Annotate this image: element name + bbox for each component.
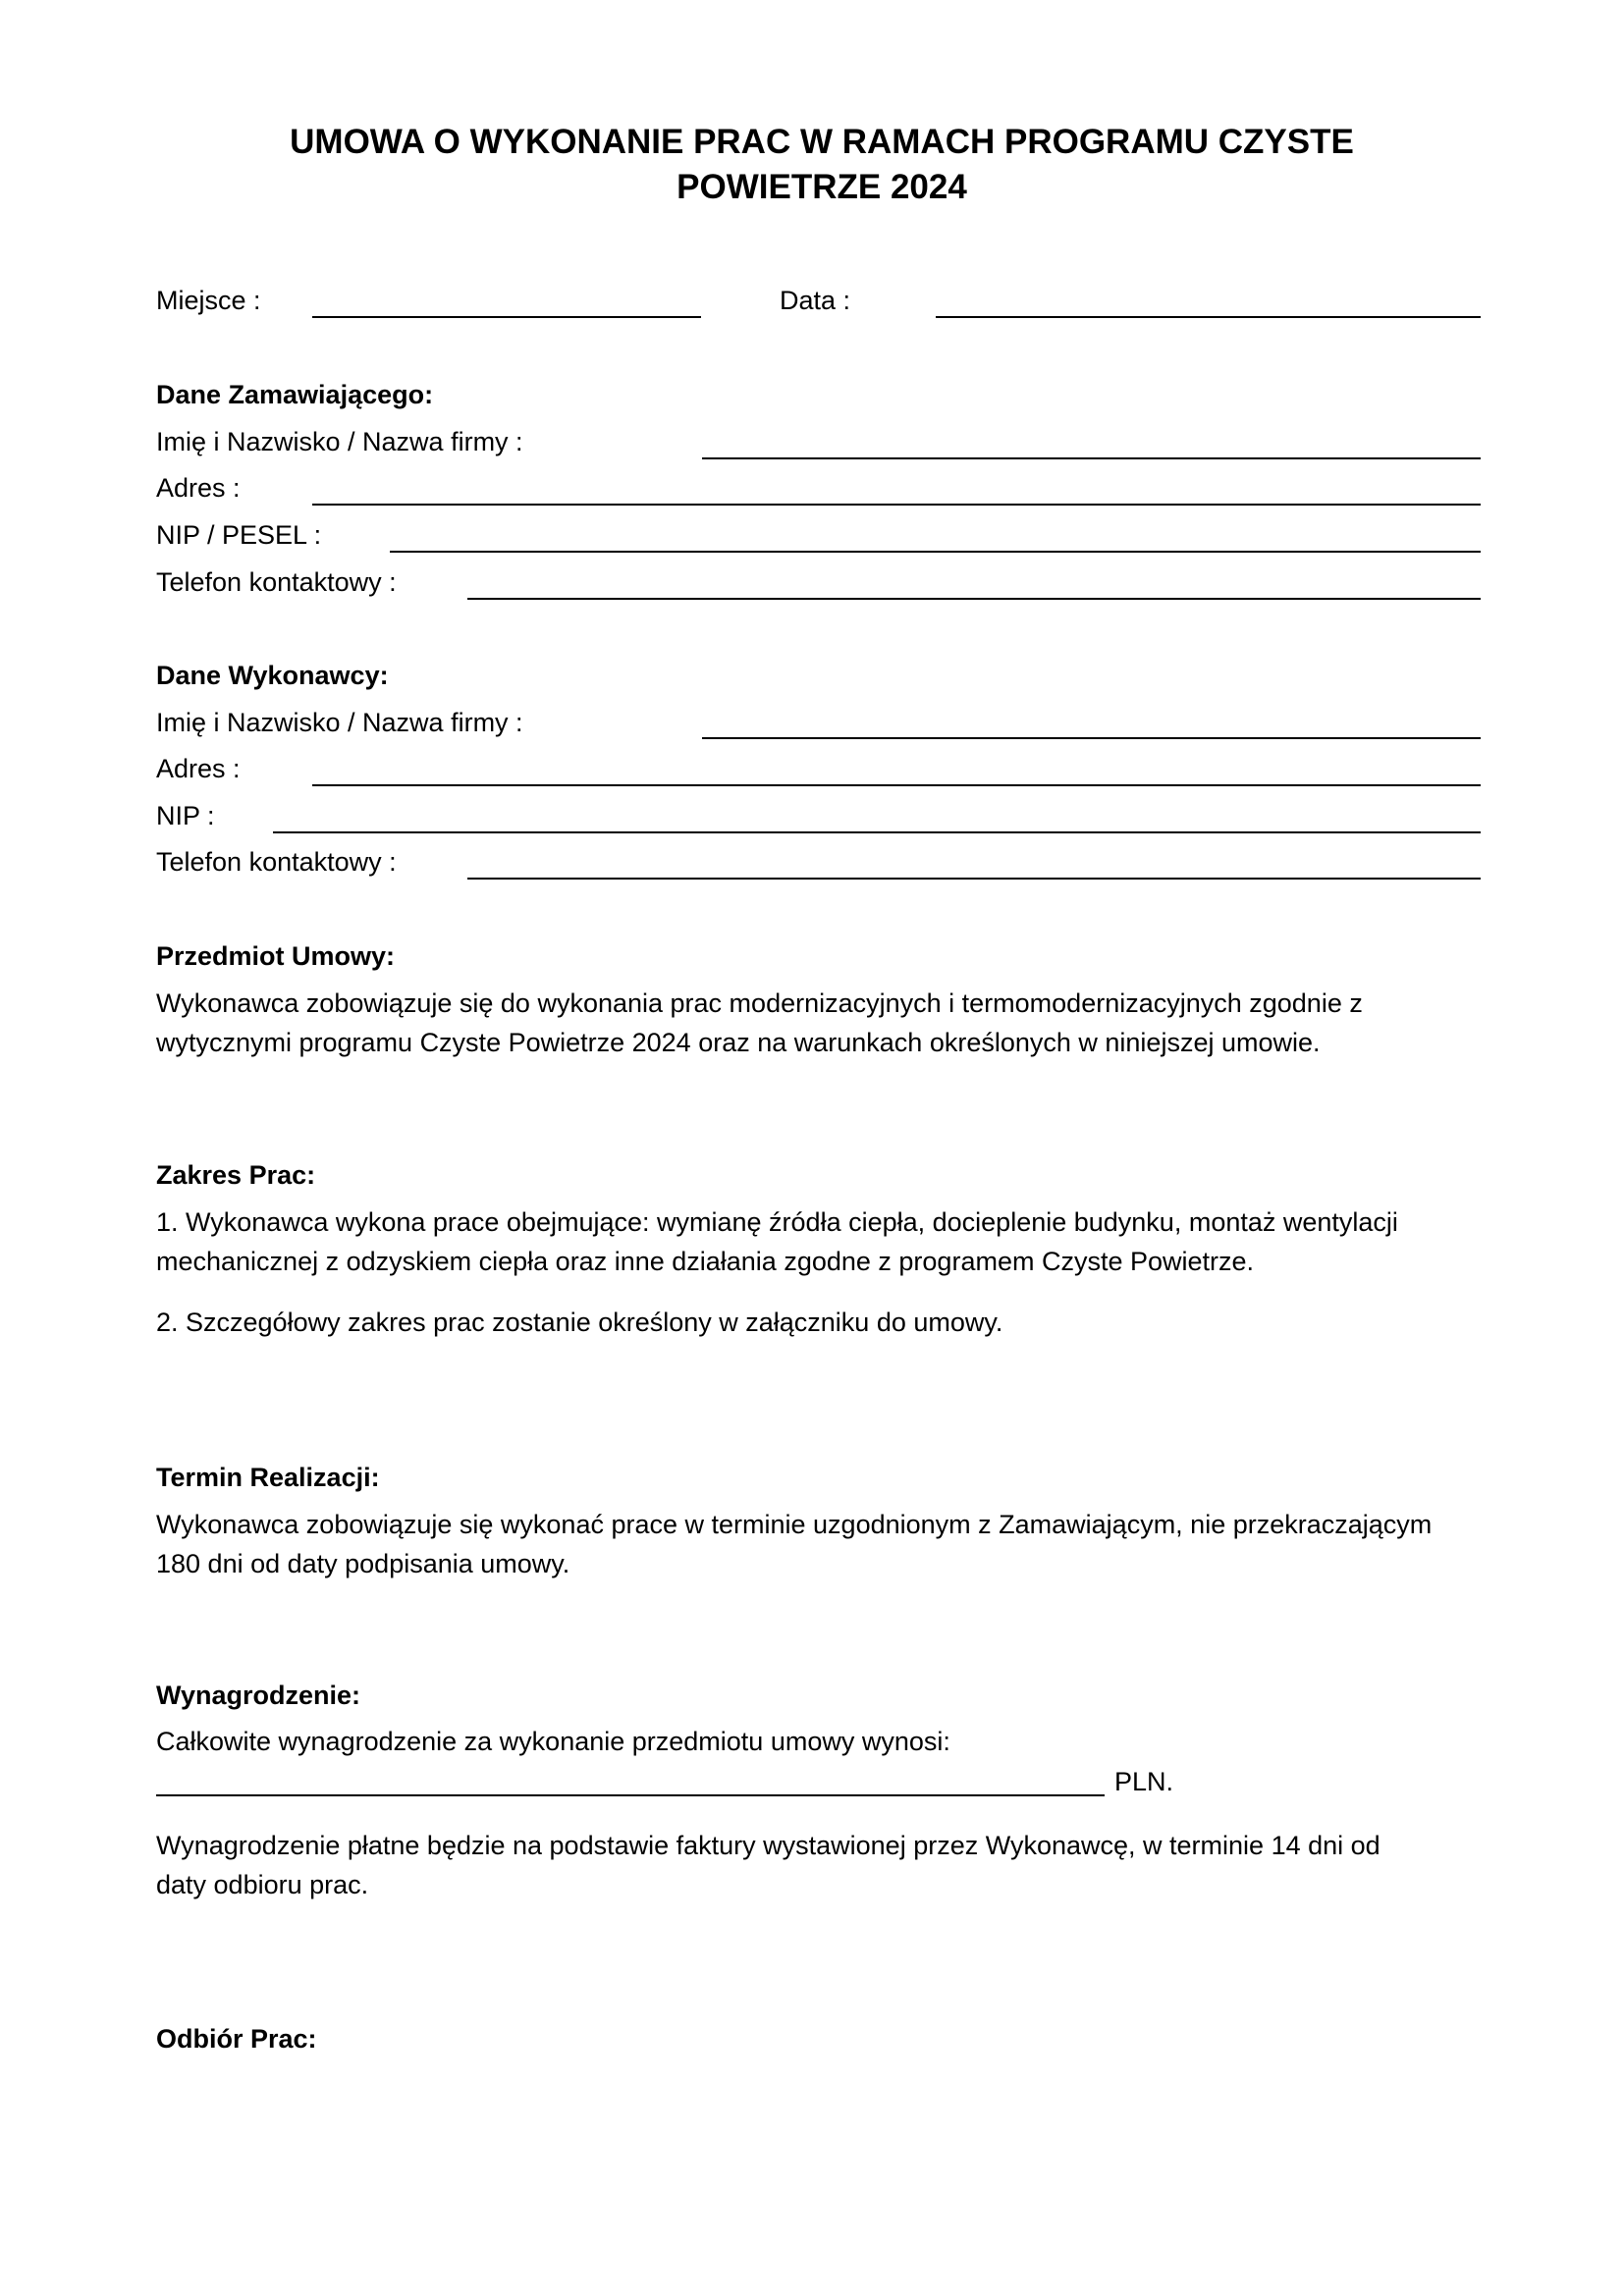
contractor-heading: Dane Wykonawcy: <box>156 661 389 690</box>
deadline-line-1: Wykonawca zobowiązuje się wykonać prace w terminie uzgodnionym z Zamawiającym, nie przekraczającym <box>156 1510 1433 1539</box>
client-phone-label: Telefon kontaktowy : <box>156 567 397 597</box>
date-label: Data : <box>780 286 851 315</box>
contractor-phone-label: Telefon kontaktowy : <box>156 847 397 877</box>
scope-item-1-line-2: mechanicznej z odzyskiem ciepła oraz inne działania zgodne z programem Czyste Powietrze. <box>156 1247 1255 1276</box>
date-field[interactable] <box>936 316 1481 318</box>
contractor-address-field[interactable] <box>312 784 1481 786</box>
scope-item-2 <box>156 1303 1491 1342</box>
client-nip-field[interactable] <box>390 551 1481 553</box>
payment-terms <box>156 1826 1491 1904</box>
deadline-paragraph <box>156 1505 1491 1583</box>
contractor-nip-label: NIP : <box>156 801 215 830</box>
title-line-2: POWIETRZE 2024 <box>677 168 967 206</box>
payment-amount-field[interactable] <box>156 1794 1105 1796</box>
contractor-nip-field[interactable] <box>273 831 1481 833</box>
subject-line-1: Wykonawca zobowiązuje się do wykonania prac modernizacyjnych i termomodernizacyjnych zgodnie z <box>156 988 1363 1018</box>
document-title <box>157 120 1487 210</box>
place-label: Miejsce : <box>156 286 261 315</box>
payment-heading: Wynagrodzenie: <box>156 1681 361 1710</box>
scope-item-2-text: 2. Szczegółowy zakres prac zostanie określony w załączniku do umowy. <box>156 1308 1003 1337</box>
title-line-1: UMOWA O WYKONANIE PRAC W RAMACH PROGRAMU CZYSTE <box>290 123 1354 161</box>
deadline-line-2: 180 dni od daty podpisania umowy. <box>156 1549 570 1578</box>
client-address-field[interactable] <box>312 504 1481 506</box>
payment-terms-line-2: daty odbioru prac. <box>156 1870 369 1899</box>
scope-item-1 <box>156 1202 1491 1281</box>
payment-currency: PLN. <box>1114 1767 1174 1796</box>
payment-terms-line-1: Wynagrodzenie płatne będzie na podstawie faktury wystawionej przez Wykonawcę, w terminie 14 dni od <box>156 1831 1380 1860</box>
client-address-label: Adres : <box>156 473 241 503</box>
scope-item-1-line-1: 1. Wykonawca wykona prace obejmujące: wymianę źródła ciepła, docieplenie budynku, montaż wentylacji <box>156 1207 1398 1237</box>
place-field[interactable] <box>312 316 701 318</box>
deadline-heading: Termin Realizacji: <box>156 1463 380 1492</box>
contractor-name-field[interactable] <box>702 737 1481 739</box>
client-nip-label: NIP / PESEL : <box>156 520 322 550</box>
subject-paragraph <box>156 984 1491 1062</box>
acceptance-heading: Odbiór Prac: <box>156 2024 317 2054</box>
client-name-field[interactable] <box>702 457 1481 459</box>
subject-heading: Przedmiot Umowy: <box>156 941 396 971</box>
scope-heading: Zakres Prac: <box>156 1160 316 1190</box>
contractor-phone-field[interactable] <box>467 878 1481 880</box>
payment-amount-text: Całkowite wynagrodzenie za wykonanie przedmiotu umowy wynosi: <box>156 1727 950 1756</box>
contractor-address-label: Adres : <box>156 754 241 783</box>
subject-line-2: wytycznymi programu Czyste Powietrze 2024 oraz na warunkach określonych w niniejszej umowie. <box>156 1028 1321 1057</box>
client-heading: Dane Zamawiającego: <box>156 380 434 409</box>
client-phone-field[interactable] <box>467 598 1481 600</box>
client-name-label: Imię i Nazwisko / Nazwa firmy : <box>156 427 523 456</box>
contractor-name-label: Imię i Nazwisko / Nazwa firmy : <box>156 708 523 737</box>
